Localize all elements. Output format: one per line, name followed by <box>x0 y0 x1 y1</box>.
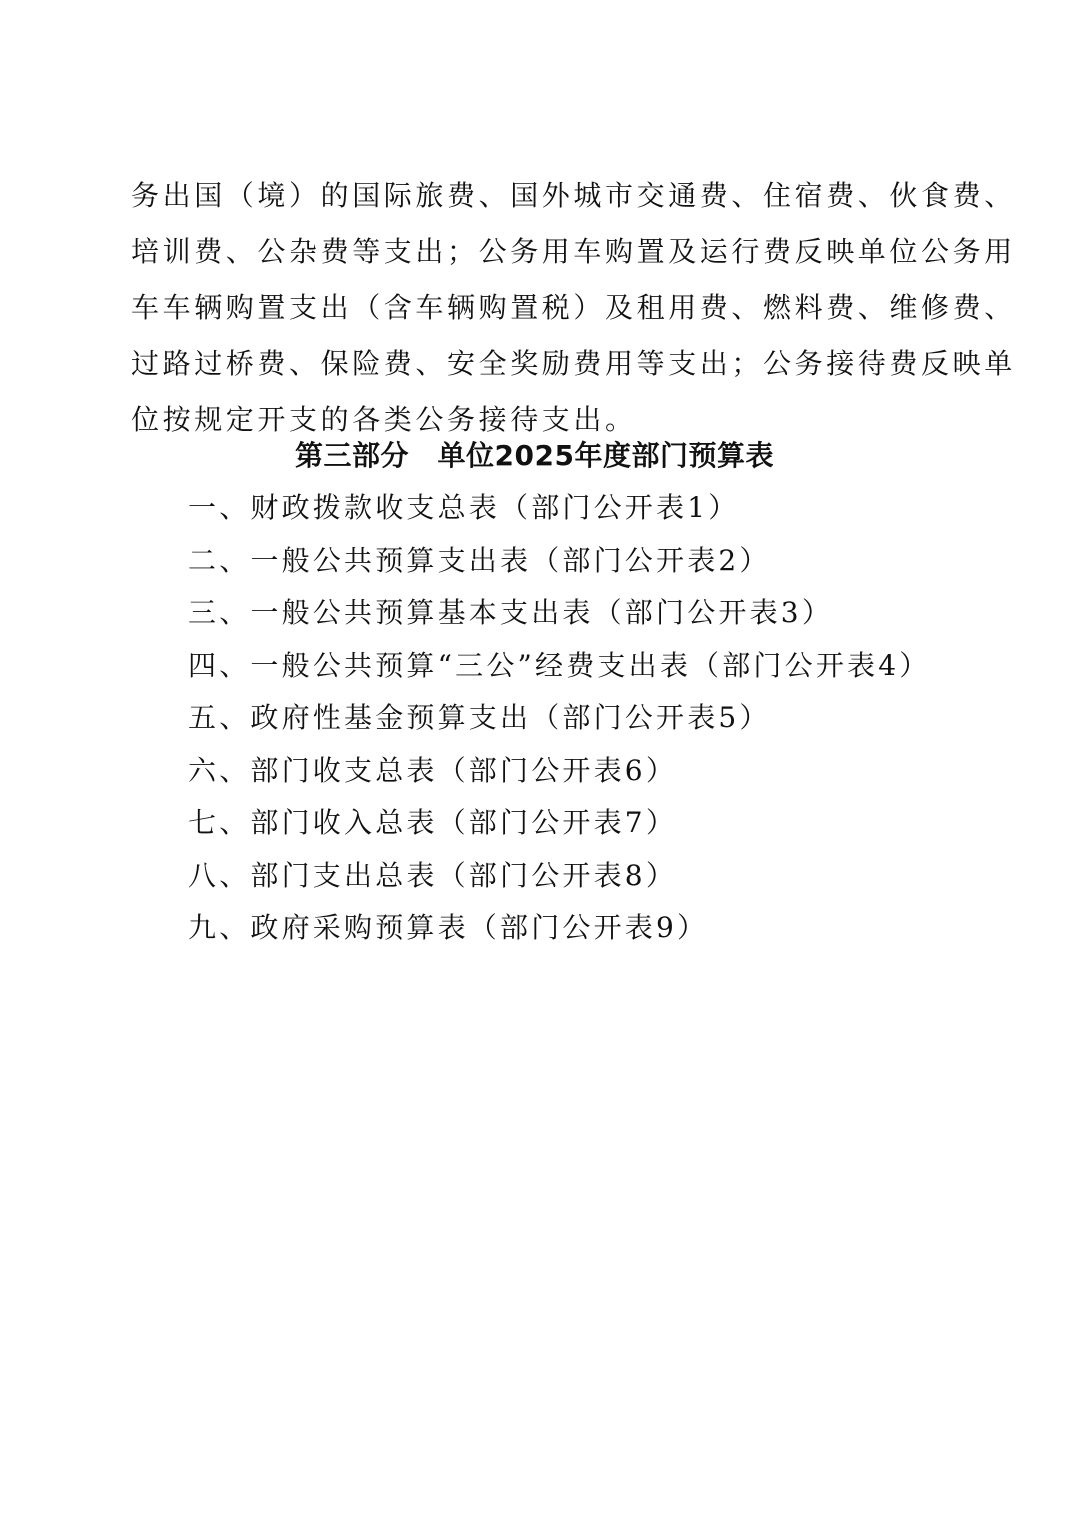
body-paragraph <box>131 168 1016 448</box>
toc-item-2: 二、一般公共预算支出表（部门公开表2） <box>188 543 771 577</box>
table-of-contents <box>188 482 948 955</box>
section-title: 第三部分 单位2025年度部门预算表 <box>295 439 774 472</box>
toc-item-9: 九、政府采购预算表（部门公开表9） <box>188 911 709 944</box>
paragraph-line: 过路过桥费、保险费、安全奖励费用等支出；公务接待费反映单 <box>131 347 1016 380</box>
toc-item-7: 七、部门收入总表（部门公开表7） <box>188 806 678 839</box>
paragraph-line: 位按规定开支的各类公务接待支出。 <box>131 403 637 436</box>
paragraph-line: 车车辆购置支出（含车辆购置税）及租用费、燃料费、维修费、 <box>131 291 1016 324</box>
toc-item-4: 四、一般公共预算“三公”经费支出表（部门公开表4） <box>188 648 931 682</box>
toc-item-6: 六、部门收支总表（部门公开表6） <box>188 753 678 787</box>
toc-item-8: 八、部门支出总表（部门公开表8） <box>188 858 678 892</box>
paragraph-line: 培训费、公杂费等支出；公务用车购置及运行费反映单位公务用 <box>131 235 1016 268</box>
toc-item-3: 三、一般公共预算基本支出表（部门公开表3） <box>188 596 834 629</box>
toc-item-1: 一、财政拨款收支总表（部门公开表1） <box>188 491 740 524</box>
toc-item-5: 五、政府性基金预算支出（部门公开表5） <box>188 701 771 734</box>
paragraph-line: 务出国（境）的国际旅费、国外城市交通费、住宿费、伙食费、 <box>131 179 1016 212</box>
